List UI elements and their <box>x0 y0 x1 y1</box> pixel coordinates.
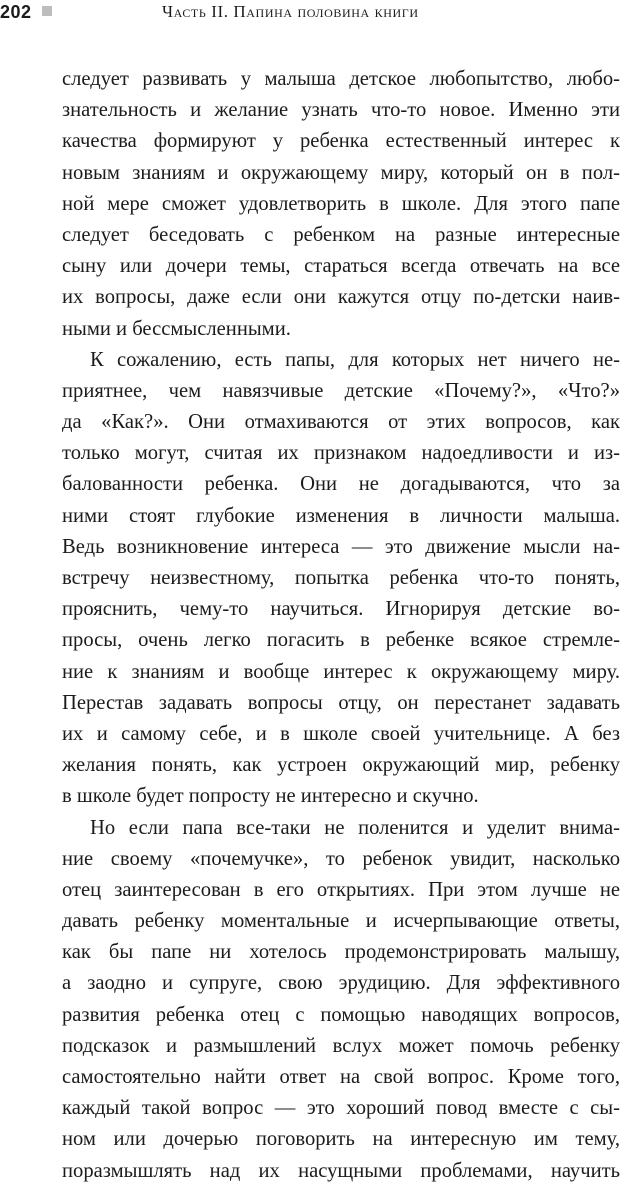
text-line: ном или дочерью поговорить на интересную им тему, <box>62 1128 620 1151</box>
text-line: их вопросы, даже если они кажутся отцу по-детски наив- <box>62 286 620 309</box>
text-line: ной мере сможет удовлетворить в школе. Для этого папе <box>62 192 620 215</box>
text-line: следует беседовать с ребенком на разные интересные <box>62 223 620 246</box>
text-line: ними стоят глубокие изменения в личности малыша. <box>62 504 620 527</box>
text-line: подсказок и размышлений вслух может помочь ребенку <box>62 1034 620 1057</box>
text-line: их и самому себе, и в школе своей учительнице. А без <box>62 722 620 745</box>
text-line: приятнее, чем навязчивые детские «Почему?», «Что?» <box>62 379 620 402</box>
text-line: новым знаниям и окружающему миру, который он в пол- <box>62 161 620 184</box>
text-line: балованности ребенка. Они не догадываются, что за <box>62 473 620 496</box>
page-marker-square <box>42 6 52 16</box>
text-line: а заодно и супруге, свою эрудицию. Для эффективного <box>62 972 620 995</box>
text-line: Но если папа все-таки не поленится и уделит внима- <box>90 816 620 839</box>
text-line: прояснить, чему-то научиться. Игнорируя детские во- <box>62 598 620 621</box>
text-line: ными и бессмысленными. <box>62 317 291 340</box>
text-line: ние к знаниям и вообще интерес к окружающему миру. <box>62 660 620 683</box>
text-line: развития ребенка отец с помощью наводящих вопросов, <box>62 1003 620 1026</box>
text-line: самостоятельно найти ответ на свой вопрос. Кроме того, <box>62 1066 620 1088</box>
body-text <box>62 64 620 1187</box>
running-head: Часть II. Папина половина книги <box>162 2 419 21</box>
text-line: знательность и желание узнать что-то новое. Именно эти <box>62 99 620 122</box>
text-line: желания понять, как устроен окружающий мир, ребенку <box>62 754 620 777</box>
text-line: сыну или дочери темы, стараться всегда отвечать на все <box>62 255 620 278</box>
text-line: К сожалению, есть папы, для которых нет ничего не- <box>90 348 620 371</box>
text-line: давать ребенку моментальные и исчерпывающие ответы, <box>62 910 620 933</box>
text-line: встречу неизвестному, попытка ребенка что-то понять, <box>62 567 620 589</box>
text-line: ние своему «почемучке», то ребенок увидит, насколько <box>62 847 620 870</box>
page-number: 202 <box>0 2 32 22</box>
text-line: в школе будет попросту не интересно и скучно. <box>62 785 479 808</box>
text-line: отец заинтересован в его открытиях. При этом лучше не <box>62 878 620 901</box>
text-line: каждый такой вопрос — это хороший повод вместе с сы- <box>62 1097 620 1120</box>
text-line: качества формируют у ребенка естественный интерес к <box>62 130 620 153</box>
text-line: только могут, считая их признаком надоедливости и из- <box>62 442 620 465</box>
text-line: Ведь возникновение интереса — это движение мысли на- <box>62 535 620 558</box>
text-line: Перестав задавать вопросы отцу, он перестанет задавать <box>62 691 620 714</box>
text-line: как бы папе ни хотелось продемонстрировать малышу, <box>62 941 620 964</box>
text-line: просы, очень легко погасить в ребенке всякое стремле- <box>62 629 620 652</box>
text-line: следует развивать у малыша детское любопытство, любо- <box>62 68 620 90</box>
text-line: поразмышлять над их насущными проблемами, научить <box>62 1159 620 1182</box>
page-header <box>0 2 620 26</box>
text-line: да «Как?». Они отмахиваются от этих вопросов, как <box>62 411 620 434</box>
